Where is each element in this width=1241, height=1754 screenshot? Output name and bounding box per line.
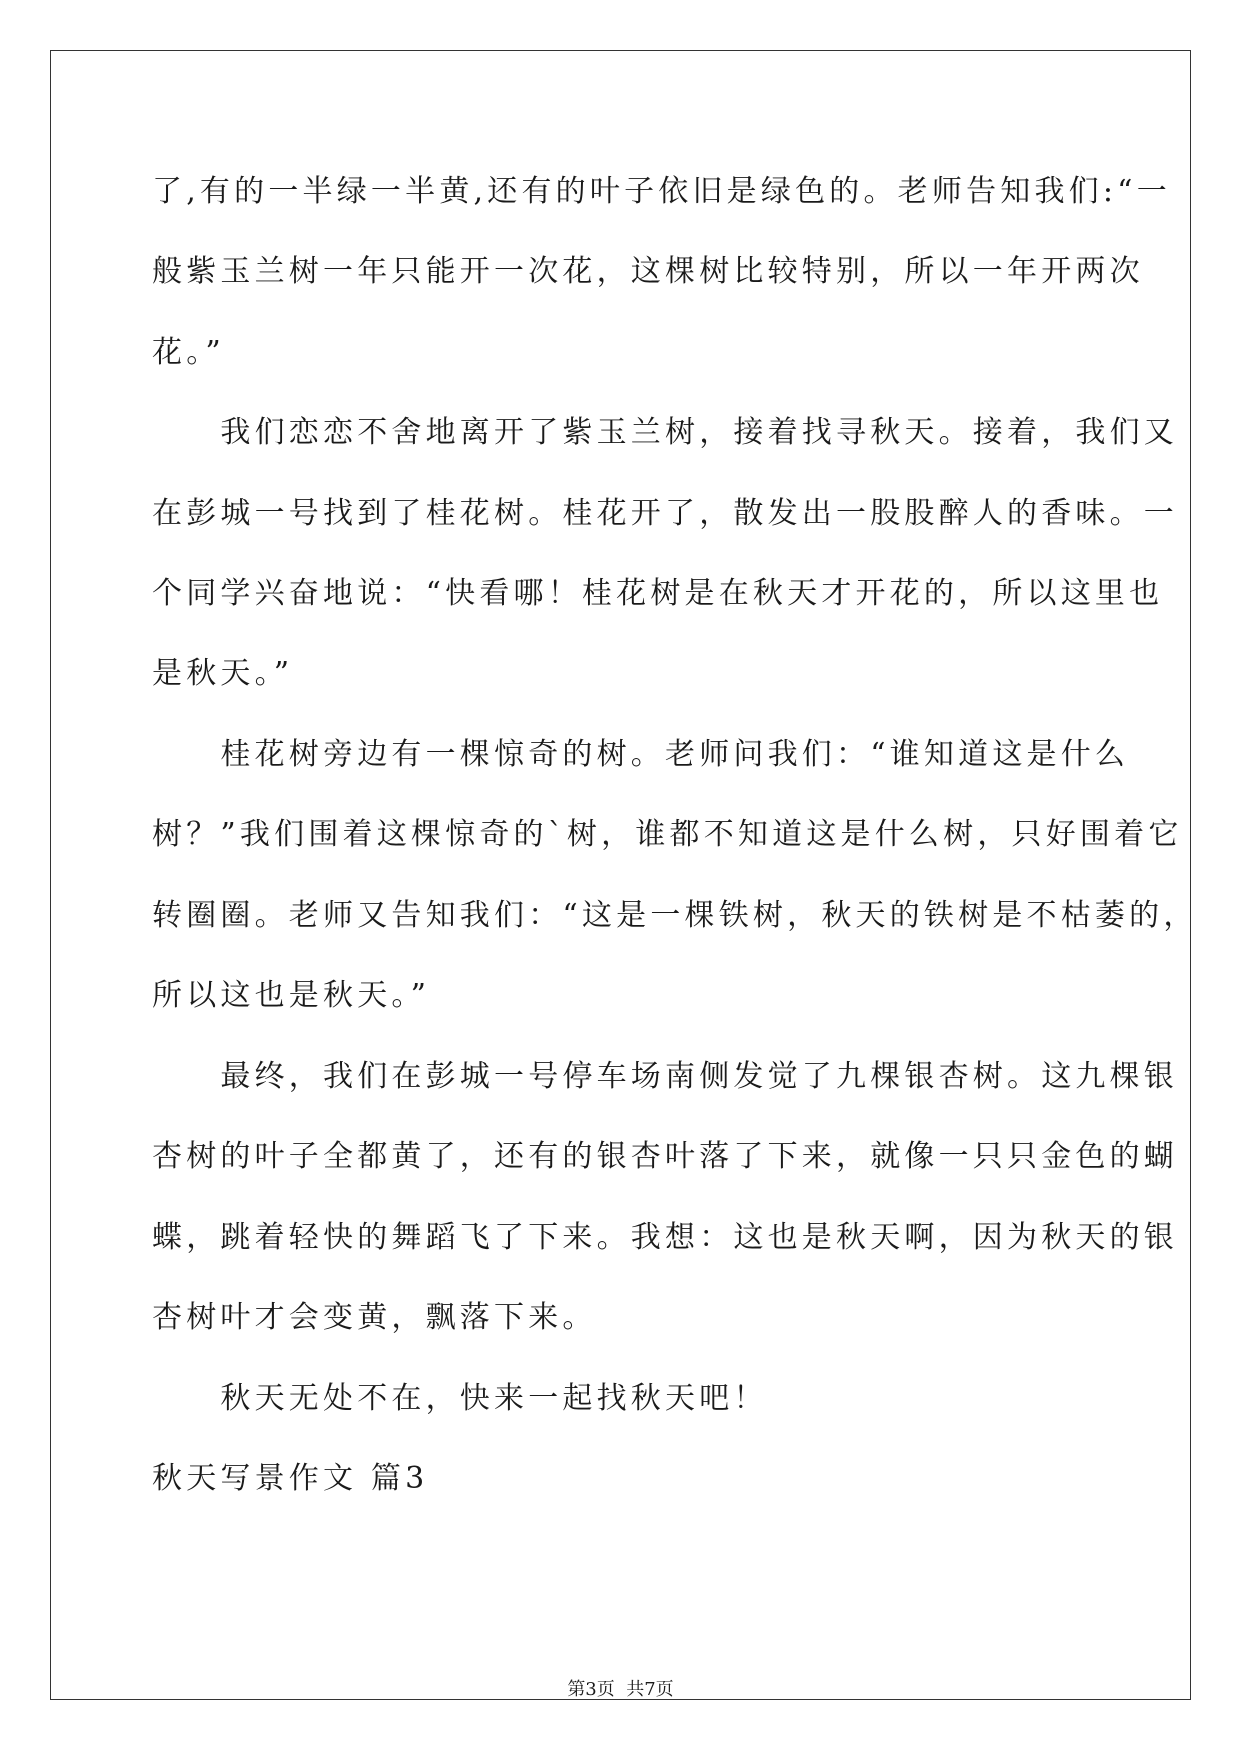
text-line: 杏树叶才会变黄，飘落下来。 [152, 1300, 597, 1335]
text-line: 树？”我们围着这棵惊奇的`树，谁都不知道这是什么树，只好围着它 [152, 817, 1183, 852]
paragraph-start-line: 最终，我们在彭城一号停车场南侧发觉了九棵银杏树。这九棵银 [152, 1059, 1178, 1094]
text-line: 花。” [152, 335, 225, 370]
text-line: 转圈圈。老师又告知我们：“这是一棵铁树，秋天的铁树是不枯萎的， [152, 898, 1198, 933]
text-line: 蝶，跳着轻快的舞蹈飞了下来。我想：这也是秋天啊，因为秋天的银 [152, 1220, 1178, 1255]
text-line: 杏树的叶子全都黄了，还有的银杏叶落了下来，就像一只只金色的蝴 [152, 1139, 1178, 1174]
text-line: 所以这也是秋天。” [152, 978, 431, 1013]
paragraph-start-line: 我们恋恋不舍地离开了紫玉兰树，接着找寻秋天。接着，我们又 [152, 415, 1178, 450]
text-line: 了,有的一半绿一半黄,还有的叶子依旧是绿色的。老师告知我们:“一 [152, 174, 1171, 209]
text-line: 是秋天。” [152, 656, 294, 691]
paragraph-start-line: 秋天无处不在，快来一起找秋天吧！ [152, 1381, 768, 1416]
section-heading: 秋天写景作文 篇3 [152, 1461, 429, 1496]
text-line: 般紫玉兰树一年只能开一次花，这棵树比较特别，所以一年开两次 [152, 254, 1144, 289]
page-border [50, 50, 1191, 1700]
paragraph-start-line: 桂花树旁边有一棵惊奇的树。老师问我们：“谁知道这是什么 [152, 737, 1130, 772]
page-footer: 第3页 共7页 [567, 1679, 674, 1700]
text-line: 在彭城一号找到了桂花树。桂花开了，散发出一股股醉人的香味。一 [152, 496, 1178, 531]
text-line: 个同学兴奋地说：“快看哪！桂花树是在秋天才开花的，所以这里也 [152, 576, 1164, 611]
